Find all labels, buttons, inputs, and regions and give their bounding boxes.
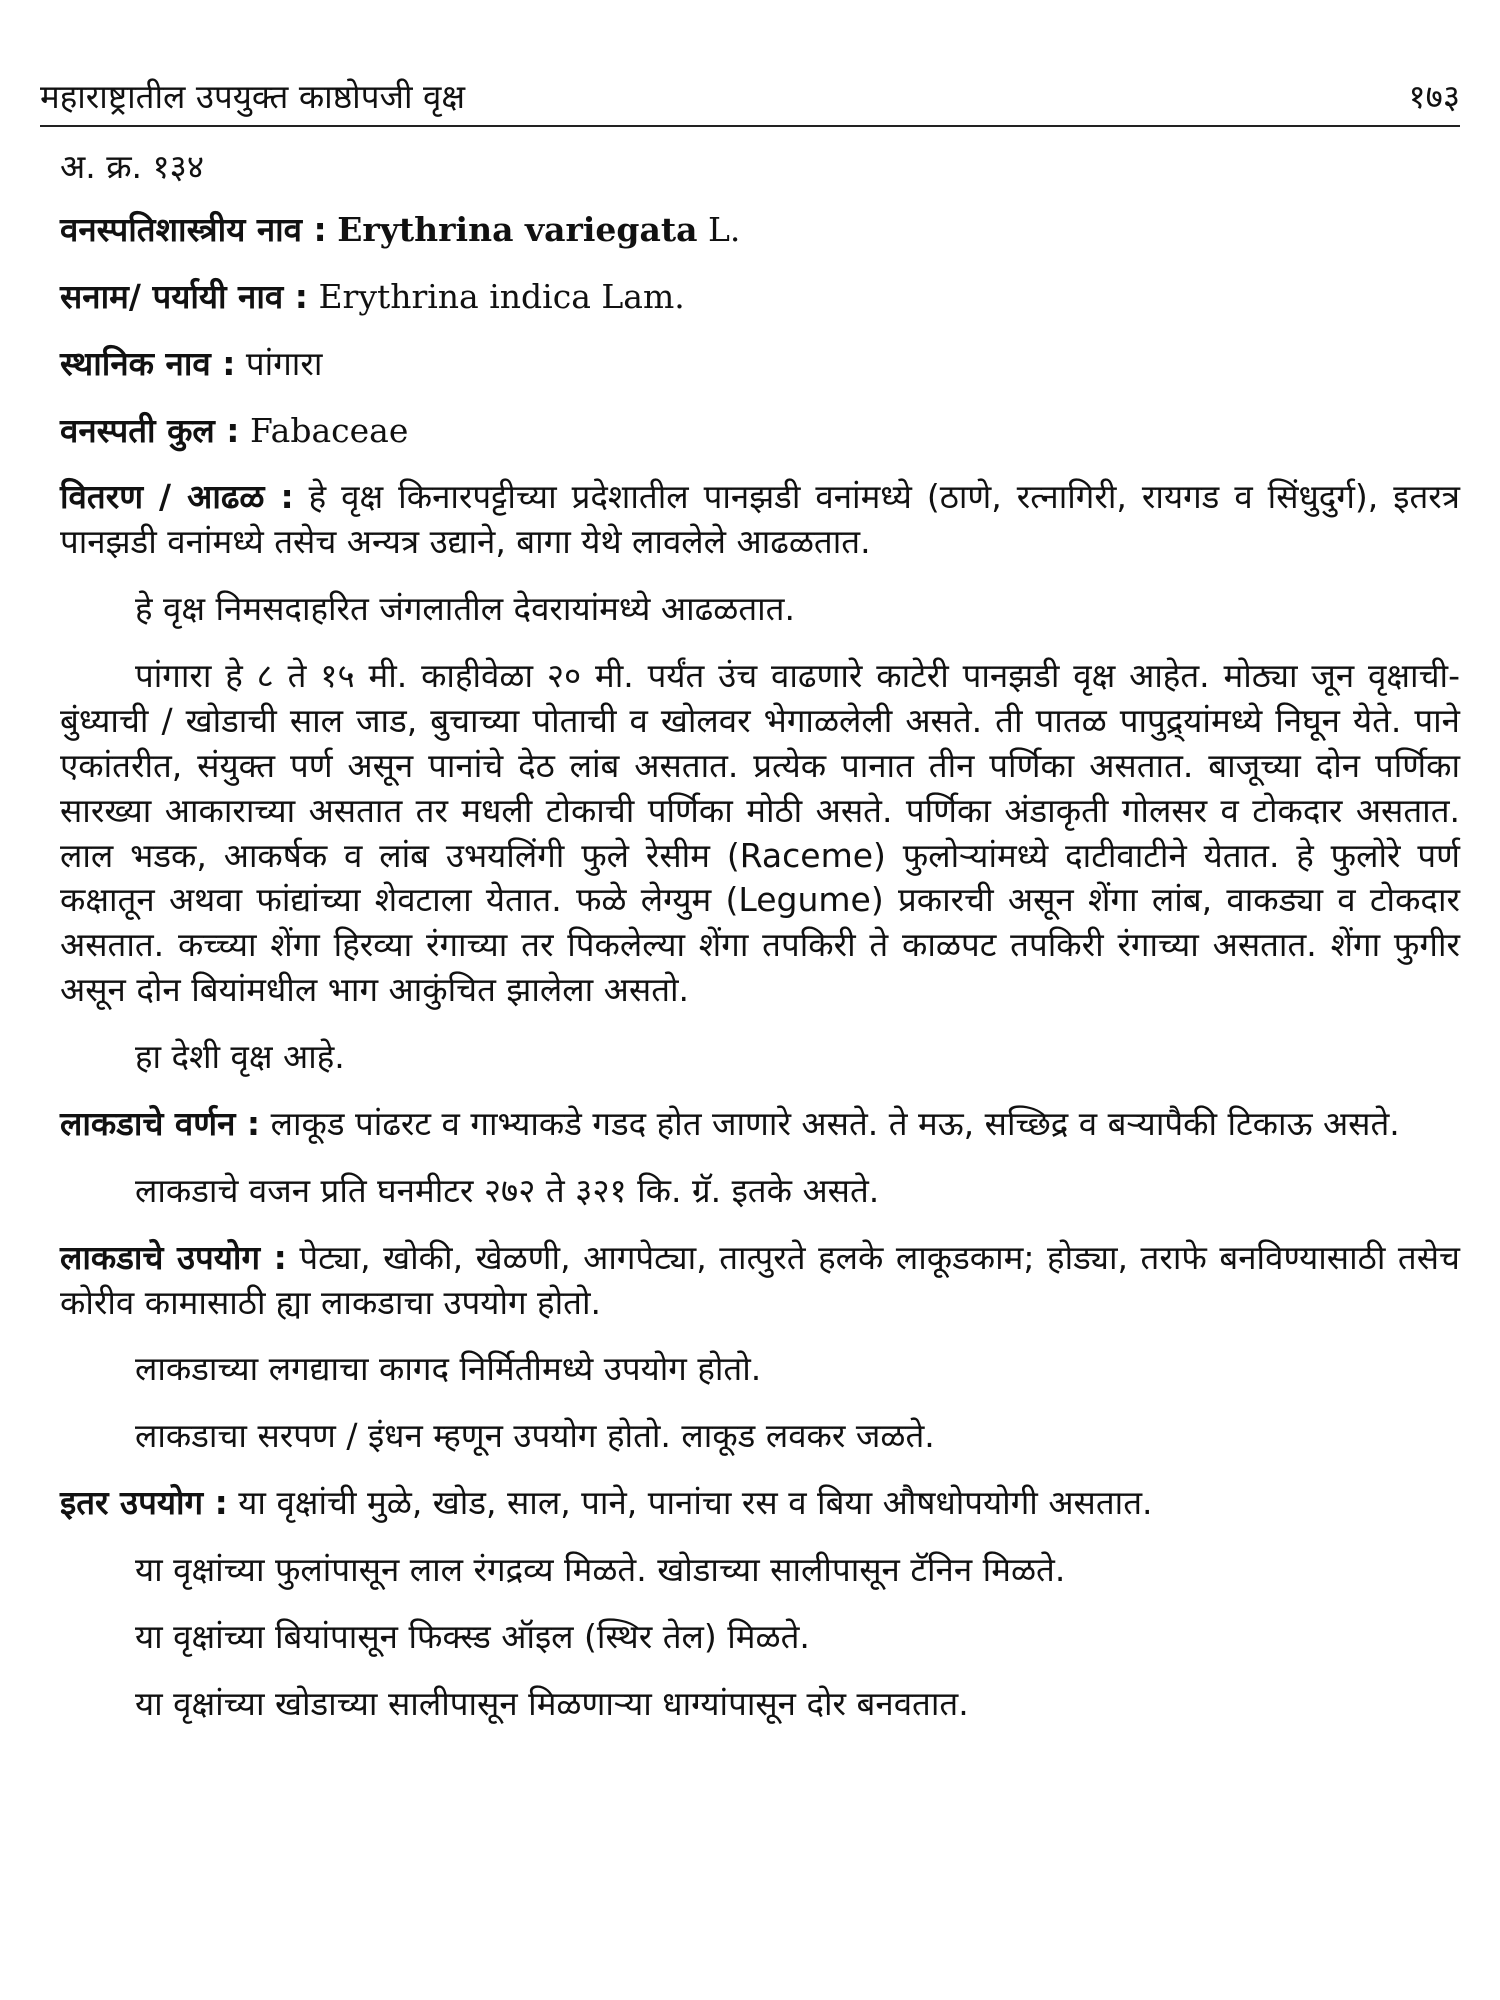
other-uses-label: इतर उपयोग : bbox=[60, 1483, 228, 1523]
habitat-paragraph: हे वृक्ष निमसदाहरित जंगलातील देवरायांमध्ये आढळतात. bbox=[135, 589, 795, 629]
other-uses-section bbox=[60, 1481, 1460, 1526]
local-name-label: स्थानिक नाव : bbox=[60, 343, 236, 383]
page-number: १७३ bbox=[1408, 77, 1460, 116]
wood-uses-label: लाकडाचे उपयोग : bbox=[60, 1237, 287, 1277]
distribution-label: वितरण / आढळ : bbox=[60, 477, 294, 517]
other-use-oil-paragraph: या वृक्षांच्या बियांपासून फिक्स्ड ऑइल (स्थिर तेल) मिळते. bbox=[135, 1616, 810, 1656]
wood-uses-section bbox=[60, 1236, 1460, 1326]
botanical-name: Erythrina variegata bbox=[337, 209, 698, 249]
botanical-name-row bbox=[60, 208, 1460, 253]
distribution-section bbox=[60, 475, 1460, 565]
family-value: Fabaceae bbox=[250, 410, 409, 450]
distribution-text: हे वृक्ष किनारपट्टीच्या प्रदेशातील पानझडी वनांमध्ये (ठाणे, रत्नागिरी, रायगड व सिंधुदुर्ग), इतरत्र पानझडी वनांमध्ये तसेच अन्यत्र उद्याने, बागा येथे लावलेले आढळतात. bbox=[60, 477, 1460, 562]
wood-description-text: लाकूड पांढरट व गाभ्याकडे गडद होत जाणारे असते. ते मऊ, सच्छिद्र व बऱ्यापैकी टिकाऊ असते. bbox=[270, 1103, 1400, 1143]
family-label: वनस्पती कुल : bbox=[60, 410, 240, 450]
local-name-value: पांगारा bbox=[245, 343, 323, 383]
page-header bbox=[40, 65, 1460, 127]
page-body bbox=[60, 145, 1460, 1749]
wood-fuel-paragraph: लाकडाचा सरपण / इंधन म्हणून उपयोग होतो. लाकूड लवकर जळते. bbox=[135, 1416, 935, 1456]
synonym-label: सनाम/ पर्यायी नाव : bbox=[60, 276, 308, 316]
serial-number: अ. क्र. १३४ bbox=[60, 147, 204, 186]
synonym-value: Erythrina indica Lam. bbox=[318, 276, 685, 316]
other-use-fibre-paragraph: या वृक्षांच्या खोडाच्या सालीपासून मिळणाऱ्या धाग्यांपासून दोर बनवतात. bbox=[135, 1683, 969, 1723]
native-paragraph: हा देशी वृक्ष आहे. bbox=[135, 1037, 345, 1076]
wood-weight-paragraph: लाकडाचे वजन प्रति घनमीटर २७२ ते ३२१ कि. ग्रॅ. इतके असते. bbox=[135, 1170, 880, 1210]
wood-pulp-paragraph: लाकडाच्या लगद्याचा कागद निर्मितीमध्ये उपयोग होतो. bbox=[135, 1349, 762, 1389]
wood-description-section bbox=[60, 1102, 1460, 1147]
other-use-dye-paragraph: या वृक्षांच्या फुलांपासून लाल रंगद्रव्य मिळते. खोडाच्या सालीपासून टॅनिन मिळते. bbox=[135, 1550, 1066, 1589]
other-uses-text: या वृक्षांची मुळे, खोड, साल, पाने, पानांचा रस व बिया औषधोपयोगी असतात. bbox=[238, 1483, 1153, 1523]
wood-uses-text: पेट्या, खोकी, खेळणी, आगपेट्या, तात्पुरते हलके लाकूडकाम; होड्या, तराफे बनविण्यासाठी तसेच कोरीव कामासाठी ह्या लाकडाचा उपयोग होतो. bbox=[60, 1237, 1460, 1322]
botanical-author: L. bbox=[708, 209, 741, 249]
description-paragraph: पांगारा हे ८ ते १५ मी. काहीवेळा २० मी. पर्यंत उंच वाढणारे काटेरी पानझडी वृक्ष आहेत. मोठ्या जून वृक्षाची-बुंध्याची / खोडाची साल जाड, बुचाच्या पोताची व खोलवर भेगाळलेली असते. ती पातळ पापुद्र्यांमध्ये निघून येते. पाने एकांतरीत, संयुक्त पर्ण असून पानांचे देठ लांब असतात. प्रत्येक पानात तीन पर्णिका असतात. बाजूच्या दोन पर्णिका सारख्या आकाराच्या असतात तर मधली टोकाची पर्णिका मोठी असते. पर्णिका अंडाकृती गोलसर व टोकदार असतात. लाल भडक, आकर्षक व लांब उभयलिंगी फुले रेसीम (Raceme) फुलोऱ्यांमध्ये दाटीवाटीने येतात. हे फुलोरे पर्ण कक्षातून अथवा फांद्यांच्या शेवटाला येतात. फळे लेग्युम (Legume) प्रकारची असून शेंगा लांब, वाकड्या व टोकदार असतात. कच्च्या शेंगा हिरव्या रंगाच्या तर पिकलेल्या शेंगा तपकिरी ते काळपट तपकिरी रंगाच्या असतात. शेंगा फुगीर असून दोन बियांमधील भाग आकुंचित झालेला असतो. bbox=[60, 656, 1460, 1010]
family-row bbox=[60, 409, 1460, 454]
wood-description-label: लाकडाचे वर्णन : bbox=[60, 1103, 261, 1143]
synonym-row bbox=[60, 275, 1460, 320]
botanical-name-label: वनस्पतिशास्त्रीय नाव : bbox=[60, 209, 327, 249]
running-title: महाराष्ट्रातील उपयुक्त काष्ठोपजी वृक्ष bbox=[40, 77, 465, 116]
local-name-row bbox=[60, 342, 1460, 387]
